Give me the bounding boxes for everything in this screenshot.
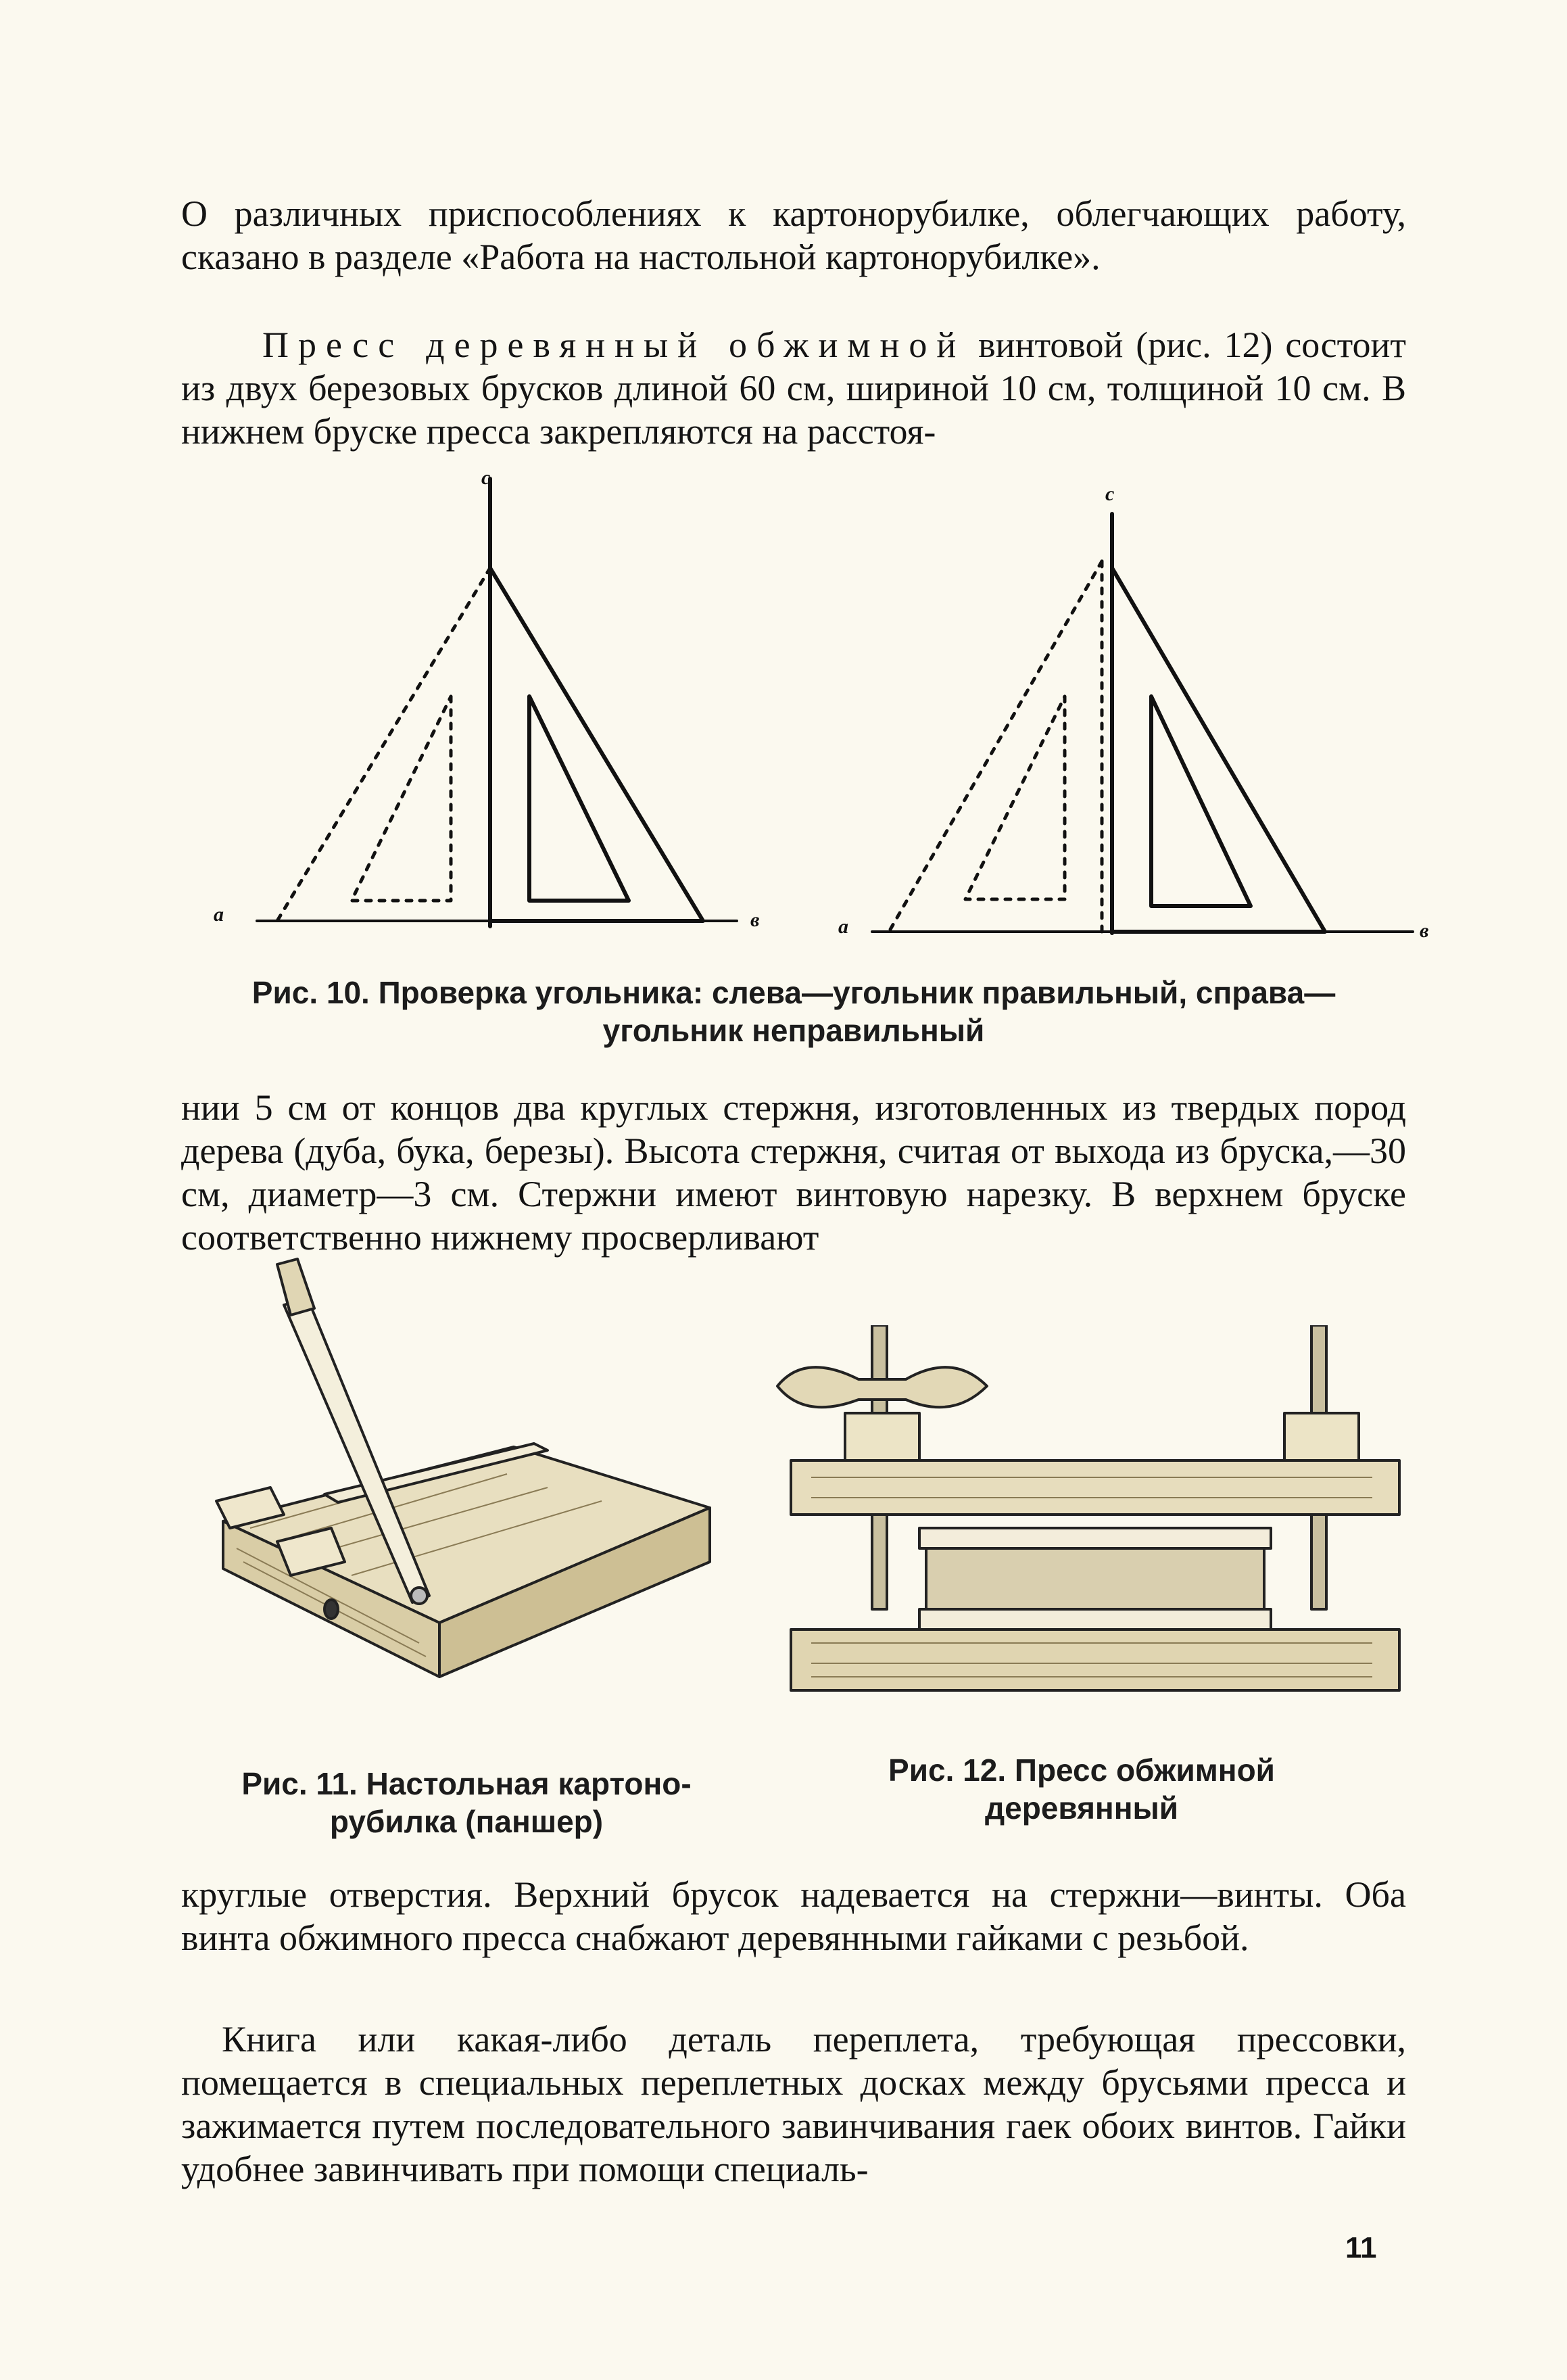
left-mirror-inner bbox=[352, 696, 451, 901]
label-c-right: с bbox=[1105, 483, 1115, 505]
paragraph-1: О различных приспособлениях к картонорубилке, облегчающих работу, сказано в разделе «Работа на настольной картонорубилке». bbox=[181, 193, 1406, 277]
figure-10-set-squares bbox=[203, 467, 1447, 953]
right-set-square bbox=[1112, 568, 1325, 932]
paragraph-2 bbox=[181, 323, 1406, 453]
right-mirror-hypotenuse bbox=[889, 561, 1102, 932]
figure-10-caption-line-2: угольник неправильный bbox=[602, 1013, 985, 1048]
paragraph-2-rest: винтовой (рис. 12) состоит из двух березовых брусков длиной 60 см, шириной 10 см, толщиной 10 см. В нижнем бруске пресса закрепляются на расстоя- bbox=[181, 325, 1407, 452]
right-set-square-inner bbox=[1151, 696, 1251, 906]
press-board-top bbox=[919, 1528, 1271, 1548]
blade-handle bbox=[277, 1259, 314, 1315]
book-block bbox=[926, 1548, 1264, 1609]
label-c-left: с bbox=[481, 467, 491, 489]
figure-11-caption bbox=[176, 1765, 757, 1840]
right-mirror-inner bbox=[965, 696, 1065, 899]
paragraph-4: круглые отверстия. Верхний брусок надевается на стержни—винты. Оба винта обжимного пресса снабжают деревянными гайками с резьбой. bbox=[181, 1874, 1406, 1958]
lower-beam bbox=[791, 1629, 1399, 1690]
upper-beam bbox=[791, 1460, 1399, 1515]
figure-11-board-shear bbox=[196, 1244, 730, 1758]
paragraph-3: нии 5 см от концов два круглых стержня, изготовленных из твердых пород дерева (дуба, бука, березы). Высота стержня, считая от выхода из бруска,—30 см, диаметр—3 см. Стержни имеют винтовую нарезку. В верхнем бруске соответственно нижнему просверливают bbox=[181, 1087, 1406, 1258]
figure-12-press bbox=[764, 1325, 1413, 1704]
figure-10-caption bbox=[181, 974, 1406, 1049]
label-b-left: в bbox=[750, 909, 760, 931]
page-number: 11 bbox=[1345, 2231, 1377, 2264]
figure-12-caption-line-1: Рис. 12. Пресс обжимной bbox=[888, 1753, 1275, 1788]
press-board-bottom bbox=[919, 1609, 1271, 1629]
label-a-right: а bbox=[838, 915, 848, 938]
figure-12-caption bbox=[825, 1751, 1339, 1827]
press-term: Пресс деревянный обжимной bbox=[262, 325, 966, 365]
figure-12-caption-line-2: деревянный bbox=[984, 1790, 1179, 1826]
figure-11-caption-line-1: Рис. 11. Настольная картоно- bbox=[241, 1766, 692, 1801]
left-set-square-inner bbox=[529, 696, 629, 901]
pivot bbox=[411, 1588, 427, 1604]
label-a-left: а bbox=[214, 903, 224, 926]
figure-10-caption-line-1: Рис. 10. Проверка угольника: слева—угольник правильный, справа— bbox=[251, 975, 1336, 1010]
left-set-square bbox=[490, 568, 703, 921]
paragraph-3-top bbox=[181, 1086, 1406, 1259]
figure-11-caption-line-2: рубилка (паншер) bbox=[329, 1804, 604, 1839]
left-mirror-hypotenuse bbox=[277, 568, 490, 921]
paragraph-5: Книга или какая-либо деталь переплета, требующая прессовки, помещается в специальных переплетных досках между брусьями пресса и зажимается путем последовательного завинчивания гаек обоих винтов. Гайки удобнее завинчивать при помощи специаль- bbox=[181, 2019, 1406, 2189]
label-b-right: в bbox=[1420, 920, 1429, 942]
